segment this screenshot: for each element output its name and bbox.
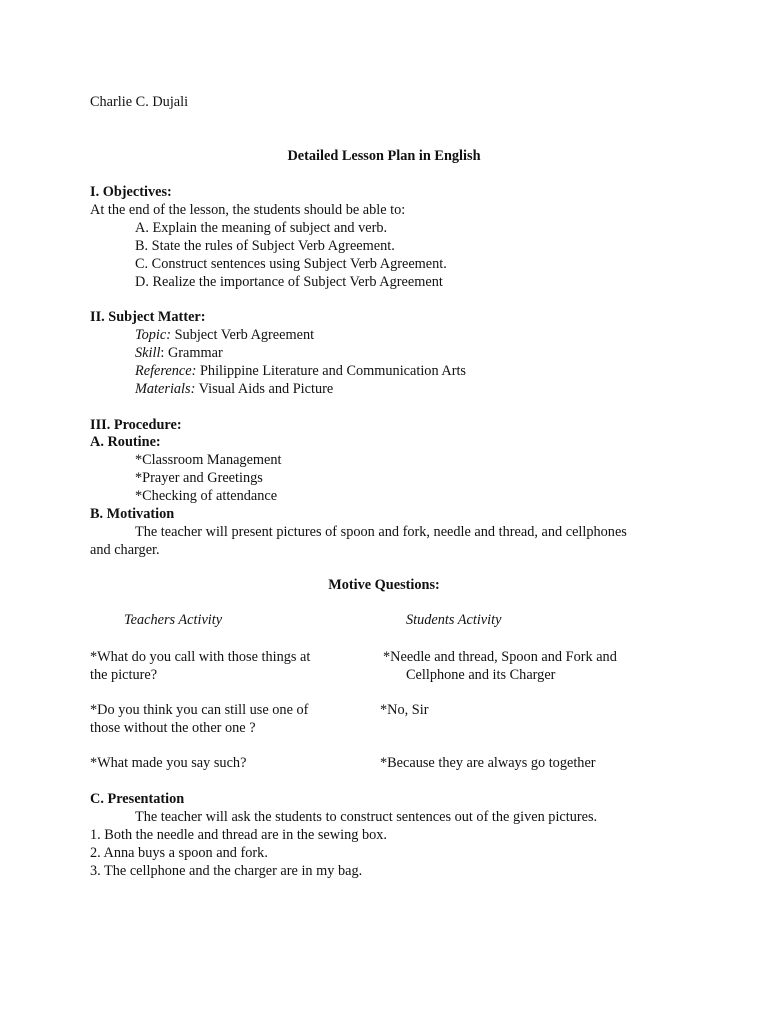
materials-label: Materials: <box>135 381 196 397</box>
motive-questions-heading: Motive Questions: <box>328 577 440 593</box>
teachers-activity-header: Teachers Activity <box>124 612 223 628</box>
routine-item: *Classroom Management <box>135 452 282 468</box>
author-name: Charlie C. Dujali <box>90 94 189 110</box>
students-activity-header: Students Activity <box>406 612 502 628</box>
teacher-question: *What do you call with those things at <box>90 649 311 665</box>
objective-item: C. Construct sentences using Subject Verb Agreement. <box>135 256 447 272</box>
reference-value: Philippine Literature and Communication Arts <box>196 363 466 379</box>
presentation-heading: C. Presentation <box>90 791 185 807</box>
materials-line <box>135 380 333 398</box>
teacher-question: the picture? <box>90 667 158 683</box>
skill-label: Skill <box>135 345 161 361</box>
presentation-intro: The teacher will ask the students to construct sentences out of the given pictures. <box>135 809 598 825</box>
topic-line <box>135 326 314 344</box>
teacher-question: those without the other one ? <box>90 720 256 736</box>
motivation-text-line: and charger. <box>90 542 160 558</box>
materials-value: Visual Aids and Picture <box>195 381 334 397</box>
document-title: Detailed Lesson Plan in English <box>287 148 481 164</box>
routine-heading: A. Routine: <box>90 434 161 450</box>
topic-value: Subject Verb Agreement <box>171 327 315 343</box>
presentation-sentence: 3. The cellphone and the charger are in my bag. <box>90 863 363 879</box>
procedure-heading: III. Procedure: <box>90 417 182 433</box>
subject-matter-heading: II. Subject Matter: <box>90 309 206 325</box>
reference-label: Reference: <box>135 363 197 379</box>
presentation-sentence: 1. Both the needle and thread are in the sewing box. <box>90 827 387 843</box>
reference-line <box>135 362 466 380</box>
student-answer: Cellphone and its Charger <box>406 667 556 683</box>
objective-item: B. State the rules of Subject Verb Agreement. <box>135 238 395 254</box>
objectives-intro: At the end of the lesson, the students should be able to: <box>90 202 406 218</box>
objectives-heading: I. Objectives: <box>90 184 172 200</box>
routine-item: *Prayer and Greetings <box>135 470 263 486</box>
teacher-question: *Do you think you can still use one of <box>90 702 309 718</box>
student-answer: *Because they are always go together <box>380 755 596 771</box>
skill-line <box>135 344 223 362</box>
presentation-sentence: 2. Anna buys a spoon and fork. <box>90 845 268 861</box>
student-answer: *Needle and thread, Spoon and Fork and <box>383 649 617 665</box>
motivation-text-line: The teacher will present pictures of spoon and fork, needle and thread, and cellphones <box>135 524 627 540</box>
teacher-question: *What made you say such? <box>90 755 247 771</box>
objective-item: D. Realize the importance of Subject Verb Agreement <box>135 274 443 290</box>
student-answer: *No, Sir <box>380 702 429 718</box>
objective-item: A. Explain the meaning of subject and verb. <box>135 220 388 236</box>
motivation-heading: B. Motivation <box>90 506 175 522</box>
skill-value: : Grammar <box>160 345 223 361</box>
routine-item: *Checking of attendance <box>135 488 278 504</box>
topic-label: Topic: <box>135 327 172 343</box>
